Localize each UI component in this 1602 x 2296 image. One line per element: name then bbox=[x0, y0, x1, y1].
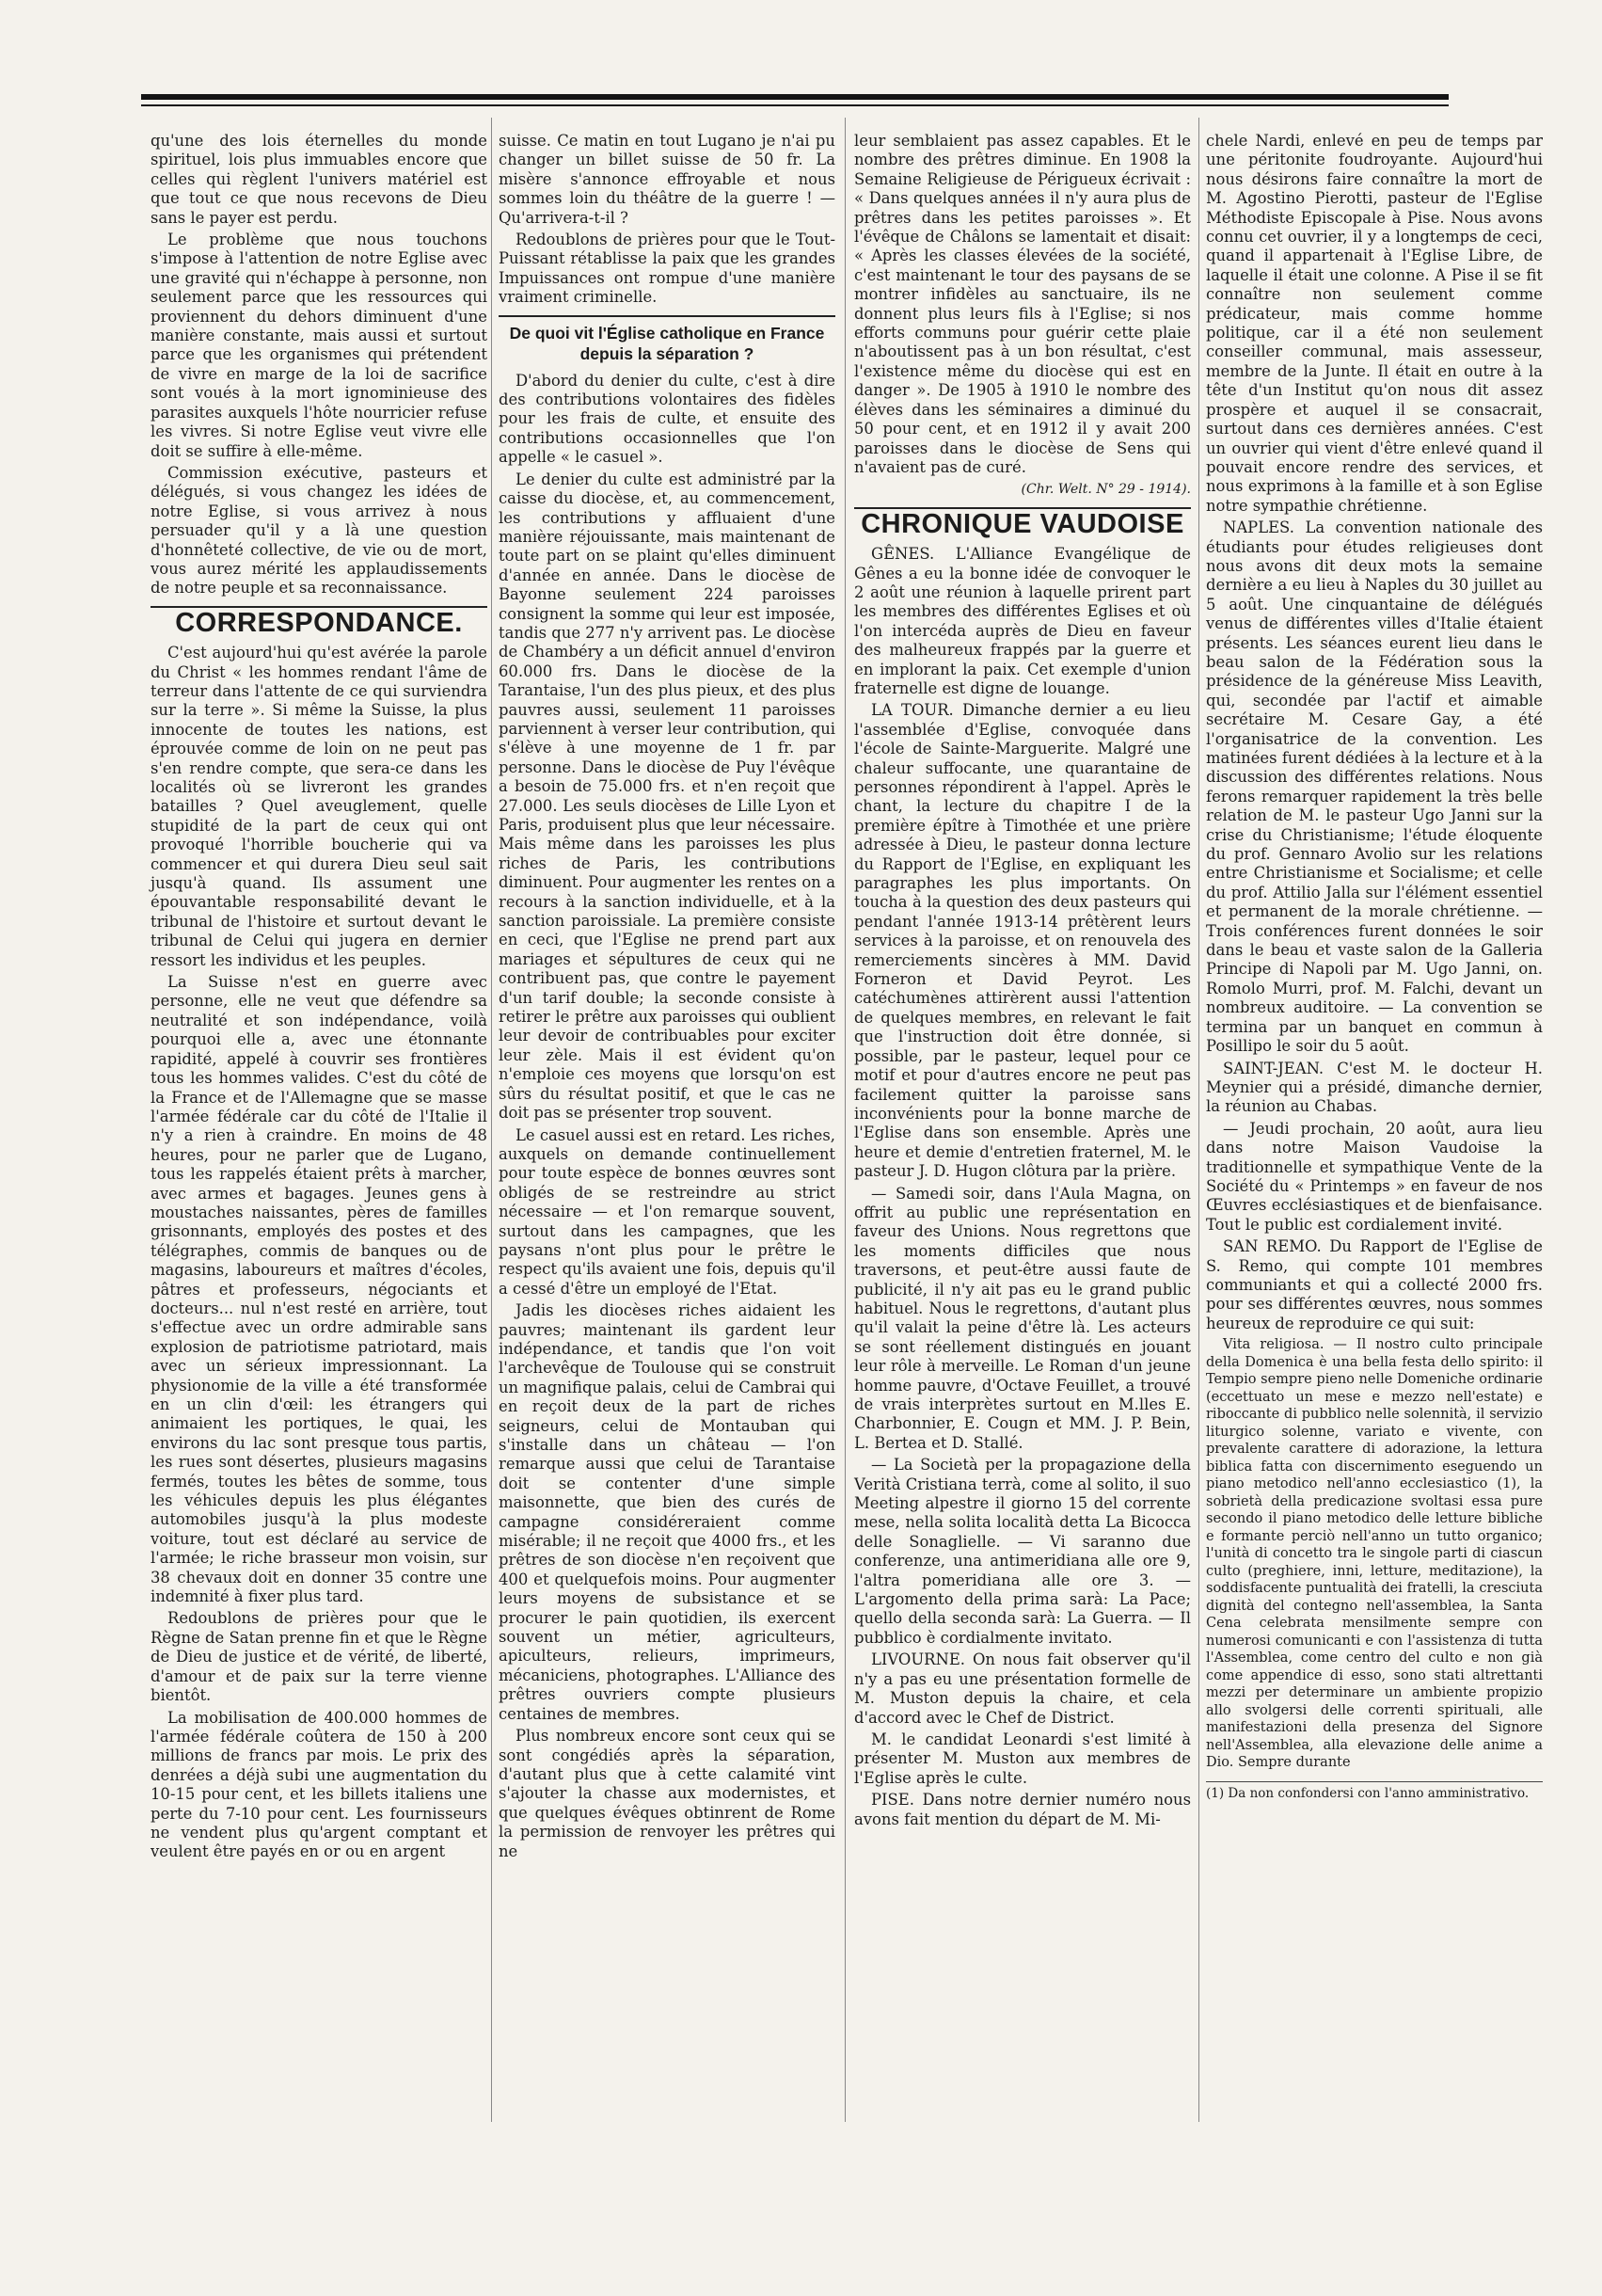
paragraph: suisse. Ce matin en tout Lugano je n'ai pu changer un billet suisse de 50 fr. La misère s'annonce effroyable et nous sommes loin du théâtre de la guerre ! — Qu'arrivera-t-il ? bbox=[499, 132, 835, 227]
section-heading: CORRESPONDANCE. bbox=[151, 606, 487, 636]
paragraph: Le problème que nous touchons s'impose à l'attention de notre Eglise avec une gravité qui n'échappe à personne, non seulement parce que les ressources qui proviennent du dehors diminuent d'une manière constante, mais aussi et surtout parce que les organismes qui prétendent de vivre en marge de la loi de sacrifice sont voués à la mort ignominieuse des parasites auxquels l'hôte nourricier refuse les vivres. Si notre Eglise veut vivre elle doit se suffire à elle-même. bbox=[151, 231, 487, 460]
paragraph: D'abord du denier du culte, c'est à dire des contributions volontaires des fidèles pour les frais de culte, et ensuite des contributions occasionnelles que l'on appelle « le casuel ». bbox=[499, 371, 835, 467]
paragraph: M. le candidat Leonardi s'est limité à présenter M. Muston aux membres de l'Eglise après le culte. bbox=[854, 1730, 1191, 1787]
column-1 bbox=[151, 132, 487, 1865]
paragraph: SAN REMO. Du Rapport de l'Eglise de S. Remo, qui compte 101 membres communiants et qui a collecté 2000 frs. pour ses différentes œuvres, nous sommes heureux de reproduire ce qui suit: bbox=[1206, 1237, 1543, 1332]
paragraph: C'est aujourd'hui qu'est avérée la parole du Christ « les hommes rendant l'âme de terreur dans l'attente de ce qui surviendra sur la terre ». Si même la Suisse, la plus innocente de toutes les nations, est éprouvée comme de loin on ne peut pas s'en rendre compte, que sera-ce dans les localités où se livreront les grandes batailles ? Quel aveuglement, quelle stupidité de la part de ceux qui ont provoqué l'horrible boucherie qui va commencer et qui durera Dieu seul sait jusqu'à quand. Ils assument une épouvantable responsabilité devant le tribunal de l'histoire et surtout devant le tribunal de Celui qui jugera en dernier ressort les individus et les peuples. bbox=[151, 644, 487, 969]
paragraph: chele Nardi, enlevé en peu de temps par une péritonite foudroyante. Aujourd'hui nous désirons faire connaître la mort de M. Agostino Pierotti, pasteur de l'Eglise Méthodiste Episcopale à Pise. Nous avons connu cet ouvrier, il y a longtemps de ceci, quand il appartenait à l'Eglise Libre, de laquelle il était une colonne. A Pise il se fit connaître non seulement comme prédicateur, mais comme homme politique, car il a été non seulement conseiller communal, mais assesseur, membre de la Junte. Il était en outre à la tête d'un Institut qu'on nous dit assez prospère et auquel il se consacrait, surtout dans ces dernières années. C'est un ouvrier qui vient d'être enlevé quand il pouvait encore rendre des services, et nous exprimons à la famille et à son Eglise notre sympathie chrétienne. bbox=[1206, 132, 1543, 515]
paragraph: Le denier du culte est administré par la caisse du diocèse, et, au commencement, les contributions y affluaient d'une manière réjouissante, mais maintenant de toute part on se plaint qu'elles diminuent d'année en année. Dans le diocèse de Bayonne seulement 224 paroisses consignent la somme qui leur est imposée, tandis que 277 n'y arrivent pas. Le diocèse de Chambéry a un déficit annuel d'environ 60.000 frs. Dans le diocèse de la Tarantaise, l'un des plus pieux, et des plus pauvres aussi, seulement 11 paroisses parviennent à verser leur contribution, qui s'élève à une moyenne de 1 fr. par personne. Dans le diocèse de Puy l'évêque a besoin de 75.000 frs. et n'en reçoit que 27.000. Les seuls diocèses de Lille Lyon et Paris, produisent plus que leur nécessaire. Mais même dans les paroisses les plus riches de Paris, les contributions diminuent. Pour augmenter les rentes on a recours à la sanction individuelle, et à la sanction paroissiale. La première consiste en ceci, que l'Eglise ne prend part aux mariages et sépultures de ceux qui ne contribuent pas, que contre le payement d'un tarif double; la seconde consiste à retirer le prêtre aux paroisses qui oublient leur devoir de contribuables pour exciter leur zèle. Mais il est évident qu'on n'emploie ces moyens que lorsqu'on est sûrs du résultat positif, et que le cas ne doit pas se présenter trop souvent. bbox=[499, 470, 835, 1123]
section-heading: CHRONIQUE VAUDOISE bbox=[854, 507, 1191, 537]
paragraph: LA TOUR. Dimanche dernier a eu lieu l'assemblée d'Eglise, convoquée dans l'école de Sainte-Marguerite. Malgré une chaleur suffocante, une quarantaine de personnes répondirent à l'appel. Après le chant, la lecture du chapitre I de la première épître à Timothée et une prière adressée à Dieu, le pasteur donna lecture du Rapport de l'Eglise, en expliquant les paragraphes les plus importants. On toucha à la question des deux pasteurs qui pendant l'année 1913-14 prêtèrent leurs services à la paroisse, et on renouvela des remerciements sincères à MM. David Forneron et David Peyrot. Les catéchumènes attirèrent aussi l'attention de quelques membres, en relevant le fait que l'instruction doit être donnée, si possible, par le pasteur, lequel pour ce motif et pour d'autres encore ne peut pas facilement quitter la paroisse sans inconvénients pour la bonne marche de l'Eglise dans son ensemble. Après une heure et demie d'entretien fraternel, M. le pasteur J. D. Hugon clôtura par la prière. bbox=[854, 701, 1191, 1181]
paragraph: PISE. Dans notre dernier numéro nous avons fait mention du départ de M. Mi- bbox=[854, 1791, 1191, 1828]
masthead-rule-thick bbox=[141, 94, 1449, 100]
column-rule bbox=[491, 118, 492, 2122]
paragraph: SAINT-JEAN. C'est M. le docteur H. Meynier qui a présidé, dimanche dernier, la réunion au Chabas. bbox=[1206, 1059, 1543, 1116]
paragraph: Jadis les diocèses riches aidaient les pauvres; maintenant ils gardent leur indépendance, et tandis que l'on voit l'archevêque de Toulouse qui se construit un magnifique palais, celui de Cambrai qui en reçoit deux de la part de riches seigneurs, celui de Montauban qui s'installe dans un château — l'on remarque aussi que celui de Tarantaise doit se contenter d'une simple maisonnette, que bien des curés de campagne considéreraient comme misérable; il ne reçoit que 4000 frs., et les prêtres de son diocèse n'en reçoivent que 400 et quelquefois moins. Pour augmenter leurs moyens de subsistance et se procurer le pain quotidien, ils exercent souvent un métier, agriculteurs, apiculteurs, relieurs, imprimeurs, mécaniciens, photographes. L'Alliance des prêtres ouvriers compte plusieurs centaines de membres. bbox=[499, 1301, 835, 1723]
paragraph: — Samedi soir, dans l'Aula Magna, on offrit au public une représentation en faveur des Unions. Nous regrettons que les moments difficiles que nous traversons, et peut-être aussi faute de publicité, il n'y ait pas eu le grand public habituel. Nous le regrettons, d'autant plus qu'il valait la peine d'être là. Les acteurs se sont réellement distingués en jouant leur rôle à merveille. Le Roman d'un jeune homme pauvre, d'Octave Feuillet, a trouvé de vrais interprètes surtout en M.lles E. Charbonnier, E. Cougn et MM. J. P. Bein, L. Bertea et D. Stallé. bbox=[854, 1184, 1191, 1452]
paragraph: — La Società per la propagazione della Verità Cristiana terrà, come al solito, il suo Meeting alpestre il giorno 15 del corrente mese, nella solita località detta La Bicocca delle Sonaglielle. — Vi saranno due conferenze, una antimeridiana alle ore 9, l'altra pomeridiana alle ore 3. — L'argomento della prima sarà: La Pace; quello della seconda sarà: La Guerra. — Il pubblico è cordialmente invitato. bbox=[854, 1456, 1191, 1647]
paragraph: La Suisse n'est en guerre avec personne, elle ne veut que défendre sa neutralité et son indépendance, voilà pourquoi elle a, avec une étonnante rapidité, appelé à couvrir ses frontières tous les hommes valides. C'est du côté de la France et de l'Allemagne que se masse l'armée fédérale car du côté de l'Italie il n'y a rien à craindre. En moins de 48 heures, pour ne parler que de Lugano, tous les rappelés étaient prêts à marcher, avec armes et bagages. Jeunes gens à moustaches naissantes, pères de familles grisonnants, employés des postes et des télégraphes, commis de banques ou de magasins, laboureurs et maîtres d'écoles, pâtres et professeurs, négociants et docteurs... nul n'est resté en arrière, tout s'effectue avec un ordre admirable sans explosion de patriotisme patriotard, mais avec un sérieux impressionnant. La physionomie de la ville a été transformée en un clin d'œil: les étrangers qui animaient les portiques, le quai, les environs du lac sont presque tous partis, les rues sont désertes, plusieurs magasins fermés, toutes les bêtes de somme, tous les véhicules depuis les plus élégantes automobiles jusqu'à la plus modeste voiture, tout est déclaré au service de l'armée; le riche brasseur mon voisin, sur 38 chevaux doit en donner 35 contre une indemnité à fixer plus tard. bbox=[151, 973, 487, 1606]
paragraph: Vita religiosa. — Il nostro culto principale della Domenica è una bella festa dello spirito: il Tempio sempre pieno nelle Domeniche ordinarie (eccettuato un mese e mezzo nell'estate) e riboccante di pubblico nelle solennità, il servizio liturgico solenne, variato e vivente, con prevalente carattere di adorazione, la lettura biblica fatta con discernimento eseguendo un piano metodico nell'anno ecclesiastico (1), la sobrietà della predicazione svoltasi essa pure secondo il piano metodico delle letture bibliche e formante perciò nell'anno un tutto organico; l'unità di concetto tra le singole parti di ciascun culto (preghiere, inni, letture, meditazione), la soddisfacente puntualità dei fratelli, la cresciuta dignità del contegno nell'assemblea, la Santa Cena celebrata mensilmente sempre con numerosi comunicanti e con l'assistenza di tutta l'Assemblea, come centro del culto e non già come appendice di esso, sono stati altrettanti mezzi per determinare un ambiente propizio allo svolgersi delle correnti spirituali, alle manifestazioni della presenza del Signore nell'Assemblea, alla elevazione delle anime a Dio. Sempre durante bbox=[1206, 1337, 1543, 1771]
paragraph: LIVOURNE. On nous fait observer qu'il n'y a pas eu une présentation formelle de M. Muston depuis la chaire, et cela d'accord avec le Chef de District. bbox=[854, 1650, 1191, 1727]
column-rule bbox=[845, 118, 846, 2122]
masthead-rule-thin bbox=[141, 104, 1449, 106]
column-rule bbox=[1198, 118, 1199, 2122]
column-4 bbox=[1206, 132, 1543, 1802]
column-3 bbox=[854, 132, 1191, 1832]
paragraph: Redoublons de prières pour que le Tout-Puissant rétablisse la paix que les grandes Impuissances ont rompue d'une manière vraiment criminelle. bbox=[499, 231, 835, 307]
paragraph: Plus nombreux encore sont ceux qui se sont congédiés après la séparation, d'autant plus que à cette calamité vint s'ajouter la chasse aux modernistes, et que quelques évêques obtinrent de Rome la permission de renvoyer les prêtres qui ne bbox=[499, 1727, 835, 1860]
paragraph: Le casuel aussi est en retard. Les riches, auxquels on demande continuellement pour toute espèce de bonnes œuvres sont obligés de se restreindre au strict nécessaire — et l'on remarque souvent, surtout dans les campagnes, que les paysans n'ont plus pour le prêtre le respect qu'ils avaient une fois, depuis qu'il a cessé d'être un employé de l'Etat. bbox=[499, 1125, 835, 1298]
footnote: (1) Da non confondersi con l'anno amministrativo. bbox=[1206, 1781, 1543, 1802]
paragraph: GÊNES. L'Alliance Evangélique de Gênes a eu la bonne idée de convoquer le 2 août une réunion à laquelle prirent part les membres des différentes Eglises et où l'on intercéda auprès de Dieu en faveur des malheureux frappés par la guerre et en implorant la paix. Cet exemple d'union fraternelle est digne de louange. bbox=[854, 545, 1191, 697]
paragraph: leur semblaient pas assez capables. Et le nombre des prêtres diminue. En 1908 la Semaine Religieuse de Périgueux écrivait : « Dans quelques années il n'y aura plus de prêtres dans les petites paroisses ». Et l'évêque de Châlons se lamentait et disait: « Après les classes élevées de la société, c'est maintenant le tour des paysans de se montrer infidèles au sanctuaire, ils ne donnent plus leurs fils à l'Eglise; si nos efforts communs pour guérir cette plaie n'aboutissent pas à un bon résultat, c'est l'existence même du diocèse qui est en danger ». De 1905 à 1910 le nombre des élèves dans les séminaires a diminué du 50 pour cent, et en 1912 il y avait 200 paroisses dans le diocèse de Sens qui n'avaient pas de curé. bbox=[854, 132, 1191, 476]
citation: (Chr. Welt. N° 29 - 1914). bbox=[1021, 482, 1191, 498]
paragraph: NAPLES. La convention nationale des étudiants pour études religieuses dont nous avons dit deux mots la semaine dernière a eu lieu à Naples du 30 juillet au 5 août. Une cinquantaine de délégués venus de différentes villes d'Italie étaient présents. Les séances eurent lieu dans le beau salon de la Fédération sous la présidence de la généreuse Miss Leavith, qui, secondée par l'actif et aimable secrétaire M. Cesare Gay, a été l'organisatrice de la convention. Les matinées furent dédiées à la lecture et à la discussion des différentes relations. Nous ferons remarquer rapidement la très belle relation de M. le pasteur Ugo Janni sur la crise du Christianisme; l'étude éloquente du prof. Gennaro Avolio sur les relations entre Christianisme et Socialisme; et celle du prof. Attilio Jalla sur l'élément essentiel et permanent de la morale chrétienne. — Trois conférences furent données le soir dans le beau et vaste salon de la Galleria Principe di Napoli par M. Ugo Janni, on. Romolo Murri, prof. M. Falchi, devant un nombreux auditoire. — La convention se termina par un banquet en commun à Posillipo le soir du 5 août. bbox=[1206, 518, 1543, 1056]
column-2 bbox=[499, 132, 835, 1864]
paragraph: La mobilisation de 400.000 hommes de l'armée fédérale coûtera de 150 à 200 millions de francs par mois. Le prix des denrées a déjà subi une augmentation du 10-15 pour cent, et les billets italiens une perte du 7-10 pour cent. Les fournisseurs ne vendent plus qu'argent comptant et veulent être payés en or ou en argent bbox=[151, 1708, 487, 1861]
paragraph: — Jeudi prochain, 20 août, aura lieu dans notre Maison Vaudoise la traditionnelle et sympathique Vente de la Société du « Printemps » en faveur de nos Œuvres ecclésiastiques et de bienfaisance. Tout le public est cordialement invité. bbox=[1206, 1119, 1543, 1234]
paragraph: qu'une des lois éternelles du monde spirituel, lois plus immuables encore que celles qui règlent l'univers matériel est que tout ce que nous recevons de Dieu sans le payer est perdu. bbox=[151, 132, 487, 227]
paragraph: Commission exécutive, pasteurs et délégués, si vous changez les idées de notre Eglise, si vous arrivez à nous persuader qu'il y a là une question d'honnêteté collective, de vie ou de mort, vous aurez mérité les applaudissements de notre peuple et sa reconnaissance. bbox=[151, 463, 487, 598]
paragraph: Redoublons de prières pour que le Règne de Satan prenne fin et que le Règne de Dieu de justice et de vérité, de liberté, d'amour et de paix sur la terre vienne bientôt. bbox=[151, 1609, 487, 1705]
article-title: De quoi vit l'Église catholique en France depuis la séparation ? bbox=[499, 315, 835, 364]
